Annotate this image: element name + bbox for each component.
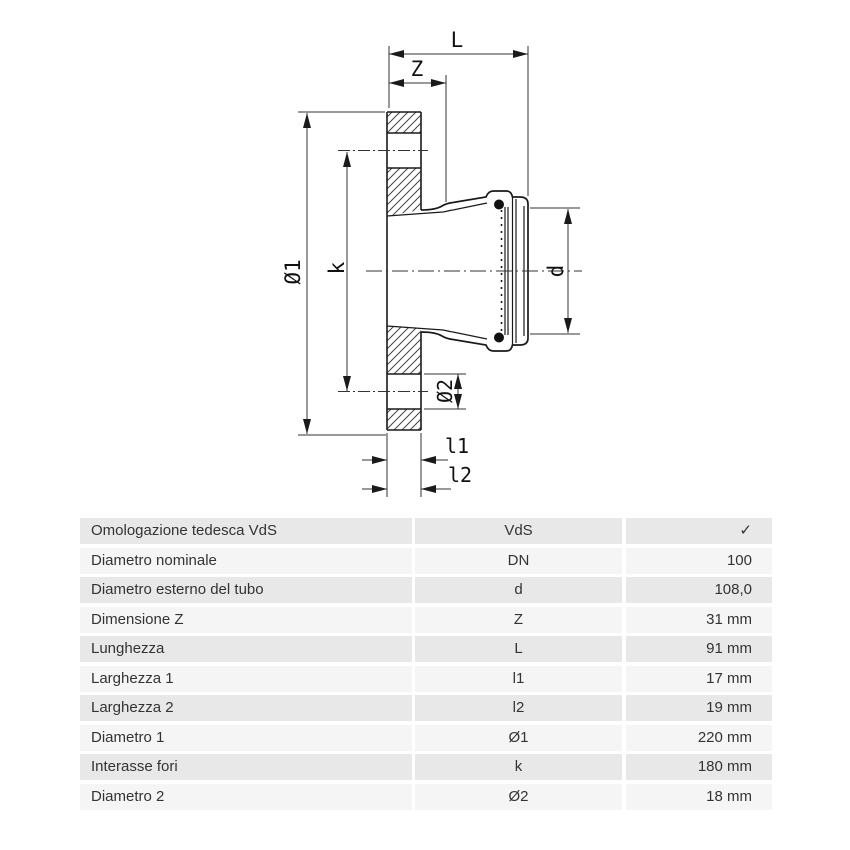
- spec-symbol: Ø1: [415, 725, 622, 751]
- table-row: [80, 607, 772, 633]
- spec-value: ✓: [626, 518, 772, 544]
- arrow-icon: [513, 50, 528, 58]
- spec-value: 100: [626, 548, 772, 574]
- spec-symbol: L: [415, 636, 622, 662]
- arrow-icon: [343, 376, 351, 391]
- arrow-icon: [431, 79, 446, 87]
- spec-symbol: d: [415, 577, 622, 603]
- spec-table: [80, 518, 772, 813]
- spec-name: Diametro nominale: [80, 548, 412, 574]
- dim-label-k: k: [325, 261, 349, 275]
- spec-value: 19 mm: [626, 695, 772, 721]
- spec-name: Larghezza 1: [80, 666, 412, 692]
- arrow-icon: [421, 456, 436, 464]
- spec-symbol: l2: [415, 695, 622, 721]
- spec-name: Lunghezza: [80, 636, 412, 662]
- table-row: [80, 577, 772, 603]
- spec-name: Diametro esterno del tubo: [80, 577, 412, 603]
- arrow-icon: [303, 113, 311, 128]
- spec-name: Diametro 1: [80, 725, 412, 751]
- spec-value: 91 mm: [626, 636, 772, 662]
- table-row: [80, 666, 772, 692]
- dim-label-l2: l2: [447, 463, 473, 487]
- spec-value: 180 mm: [626, 754, 772, 780]
- dim-label-l1: l1: [444, 434, 470, 458]
- spec-symbol: VdS: [415, 518, 622, 544]
- table-row: [80, 518, 772, 544]
- arrow-icon: [343, 152, 351, 167]
- seal-ring-bottom: [494, 333, 504, 343]
- arrow-icon: [372, 485, 387, 493]
- spec-value: 31 mm: [626, 607, 772, 633]
- dimension-dia2: [424, 374, 466, 409]
- table-row: [80, 548, 772, 574]
- spec-name: Dimensione Z: [80, 607, 412, 633]
- spec-name: Interasse fori: [80, 754, 412, 780]
- spec-value: 18 mm: [626, 784, 772, 810]
- arrow-icon: [421, 485, 436, 493]
- dim-label-Z: Z: [410, 57, 424, 81]
- spec-name: Diametro 2: [80, 784, 412, 810]
- spec-symbol: l1: [415, 666, 622, 692]
- spec-symbol: Z: [415, 607, 622, 633]
- arrow-icon: [389, 50, 404, 58]
- table-row: [80, 754, 772, 780]
- table-row: [80, 784, 772, 810]
- dim-label-L: L: [450, 28, 464, 52]
- spec-name: Omologazione tedesca VdS: [80, 518, 412, 544]
- dim-label-d: d: [544, 264, 568, 278]
- table-row: [80, 725, 772, 751]
- spec-symbol: k: [415, 754, 622, 780]
- arrow-icon: [389, 79, 404, 87]
- seal-ring-top: [494, 200, 504, 210]
- spec-symbol: DN: [415, 548, 622, 574]
- spec-value: 17 mm: [626, 666, 772, 692]
- dim-label-dia1: Ø1: [281, 259, 305, 285]
- dim-label-dia2: Ø2: [433, 378, 457, 404]
- dimension-l2: [362, 463, 472, 493]
- dimension-k: [325, 152, 351, 391]
- table-row: [80, 636, 772, 662]
- arrow-icon: [564, 209, 572, 224]
- spec-name: Larghezza 2: [80, 695, 412, 721]
- table-row: [80, 695, 772, 721]
- spec-symbol: Ø2: [415, 784, 622, 810]
- arrow-icon: [303, 419, 311, 434]
- arrow-icon: [372, 456, 387, 464]
- spec-value: 108,0: [626, 577, 772, 603]
- spec-value: 220 mm: [626, 725, 772, 751]
- arrow-icon: [564, 318, 572, 333]
